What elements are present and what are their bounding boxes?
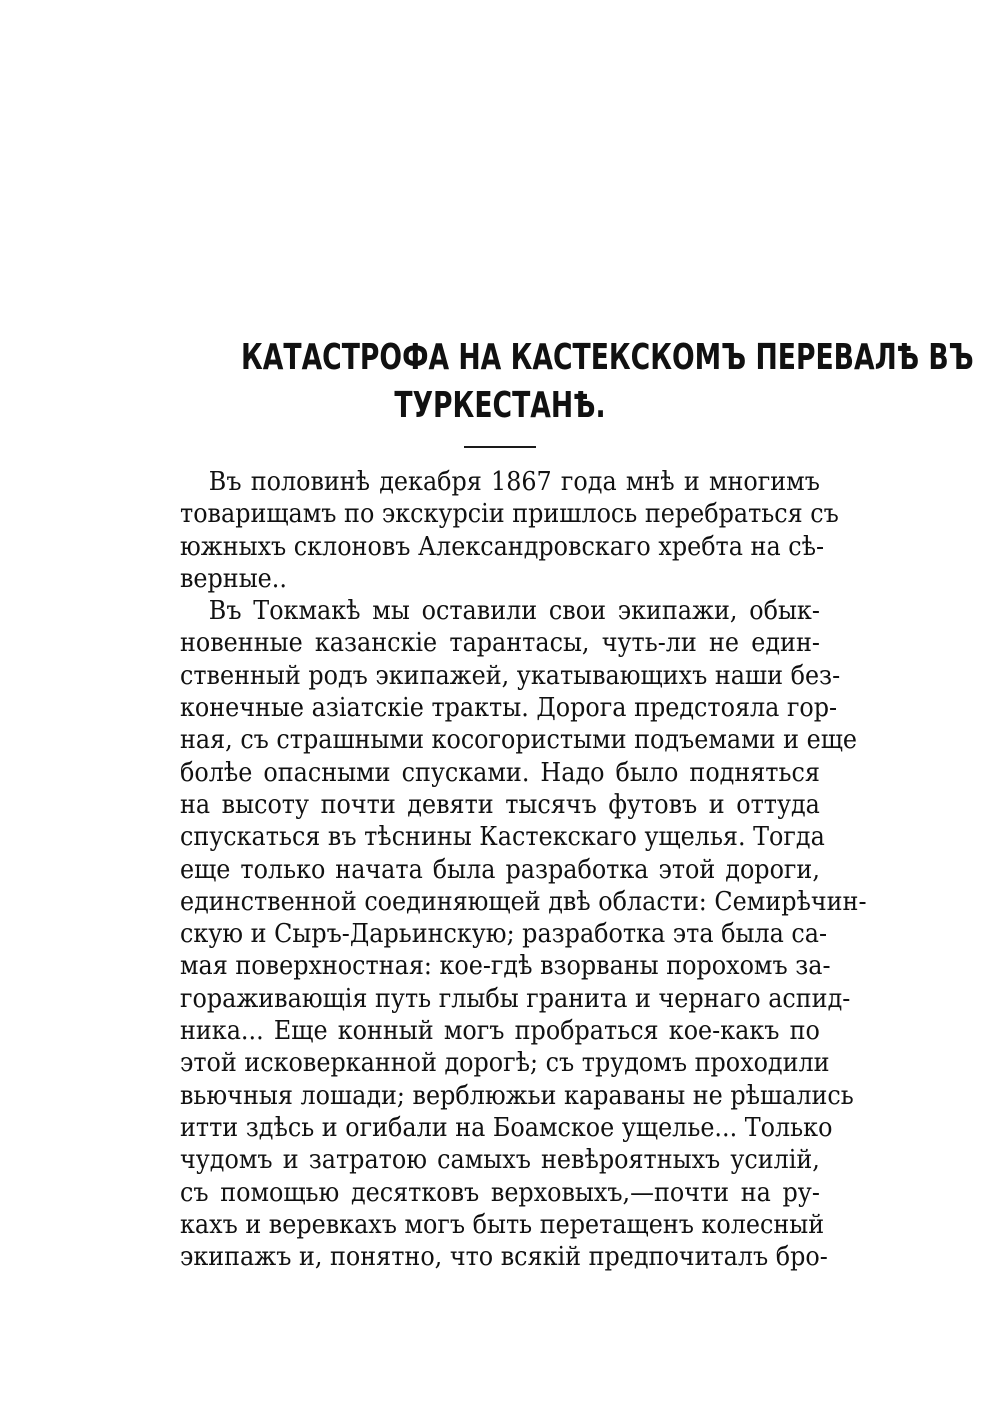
text-line: мая поверхностная: кое-гдѣ взорваны порохомъ за- (180, 950, 831, 982)
text-line: южныхъ склоновъ Александровскаго хребта на сѣ- (180, 530, 825, 562)
text-line: верные.. (180, 562, 287, 594)
text-line: ника... Еще конный могъ пробраться кое-какъ по (180, 1015, 820, 1047)
text-line: Въ половинѣ декабря 1867 года мнѣ и многимъ (208, 466, 820, 497)
text-line: съ помощью десятковъ верховыхъ,—почти на ру- (180, 1176, 820, 1208)
text-line: чудомъ и затратою самыхъ невѣроятныхъ усилій, (180, 1144, 820, 1176)
body-text (180, 466, 867, 1273)
text-line: ная, съ страшными косогористыми подъемами и еще (180, 724, 858, 756)
chapter-title-line: КАТАСТРОФА НА КАСТЕКСКОМЪ ПЕРЕВАЛѢ ВЪ (241, 337, 974, 378)
chapter-title-line: ТУРКЕСТАНѢ. (394, 385, 606, 426)
text-line: единственной соединяющей двѣ области: Семирѣчин- (180, 885, 867, 917)
text-line: конечные азіатскіе тракты. Дорога предстояла гор- (180, 692, 838, 724)
text-line: гораживающія путь глыбы гранита и чернаго аспид- (180, 982, 851, 1014)
text-line: экипажъ и, понятно, что всякій предпочиталъ бро- (180, 1241, 828, 1273)
title-divider (464, 446, 536, 448)
text-line: итти здѣсь и огибали на Боамское ущелье... Только (180, 1111, 833, 1143)
text-line: скую и Сыръ-Дарьинскую; разработка эта была са- (180, 918, 828, 950)
text-line: новенные казанскіе тарантасы, чуть-ли не един- (180, 627, 820, 659)
text-line: на высоту почти девяти тысячъ футовъ и оттуда (180, 788, 820, 820)
text-line: вьючныя лошади; верблюжьи караваны не рѣшались (180, 1079, 854, 1111)
text-line: болѣе опасными спусками. Надо было подняться (180, 756, 820, 788)
text-line: ственный родъ экипажей, укатывающихъ наши без- (180, 659, 841, 691)
text-line: еще только начата была разработка этой дороги, (180, 853, 820, 885)
text-line: товарищамъ по экскурсіи пришлось перебраться съ (180, 498, 839, 530)
text-line: кахъ и веревкахъ могъ быть перетащенъ колесный (180, 1208, 825, 1240)
chapter-title (150, 334, 974, 430)
text-line: Въ Токмакѣ мы оставили свои экипажи, обык- (208, 595, 820, 627)
text-line: спускаться въ тѣснины Кастекскаго ущелья. Тогда (180, 821, 825, 853)
text-line: этой исковерканной дорогѣ; съ трудомъ проходили (180, 1047, 830, 1079)
